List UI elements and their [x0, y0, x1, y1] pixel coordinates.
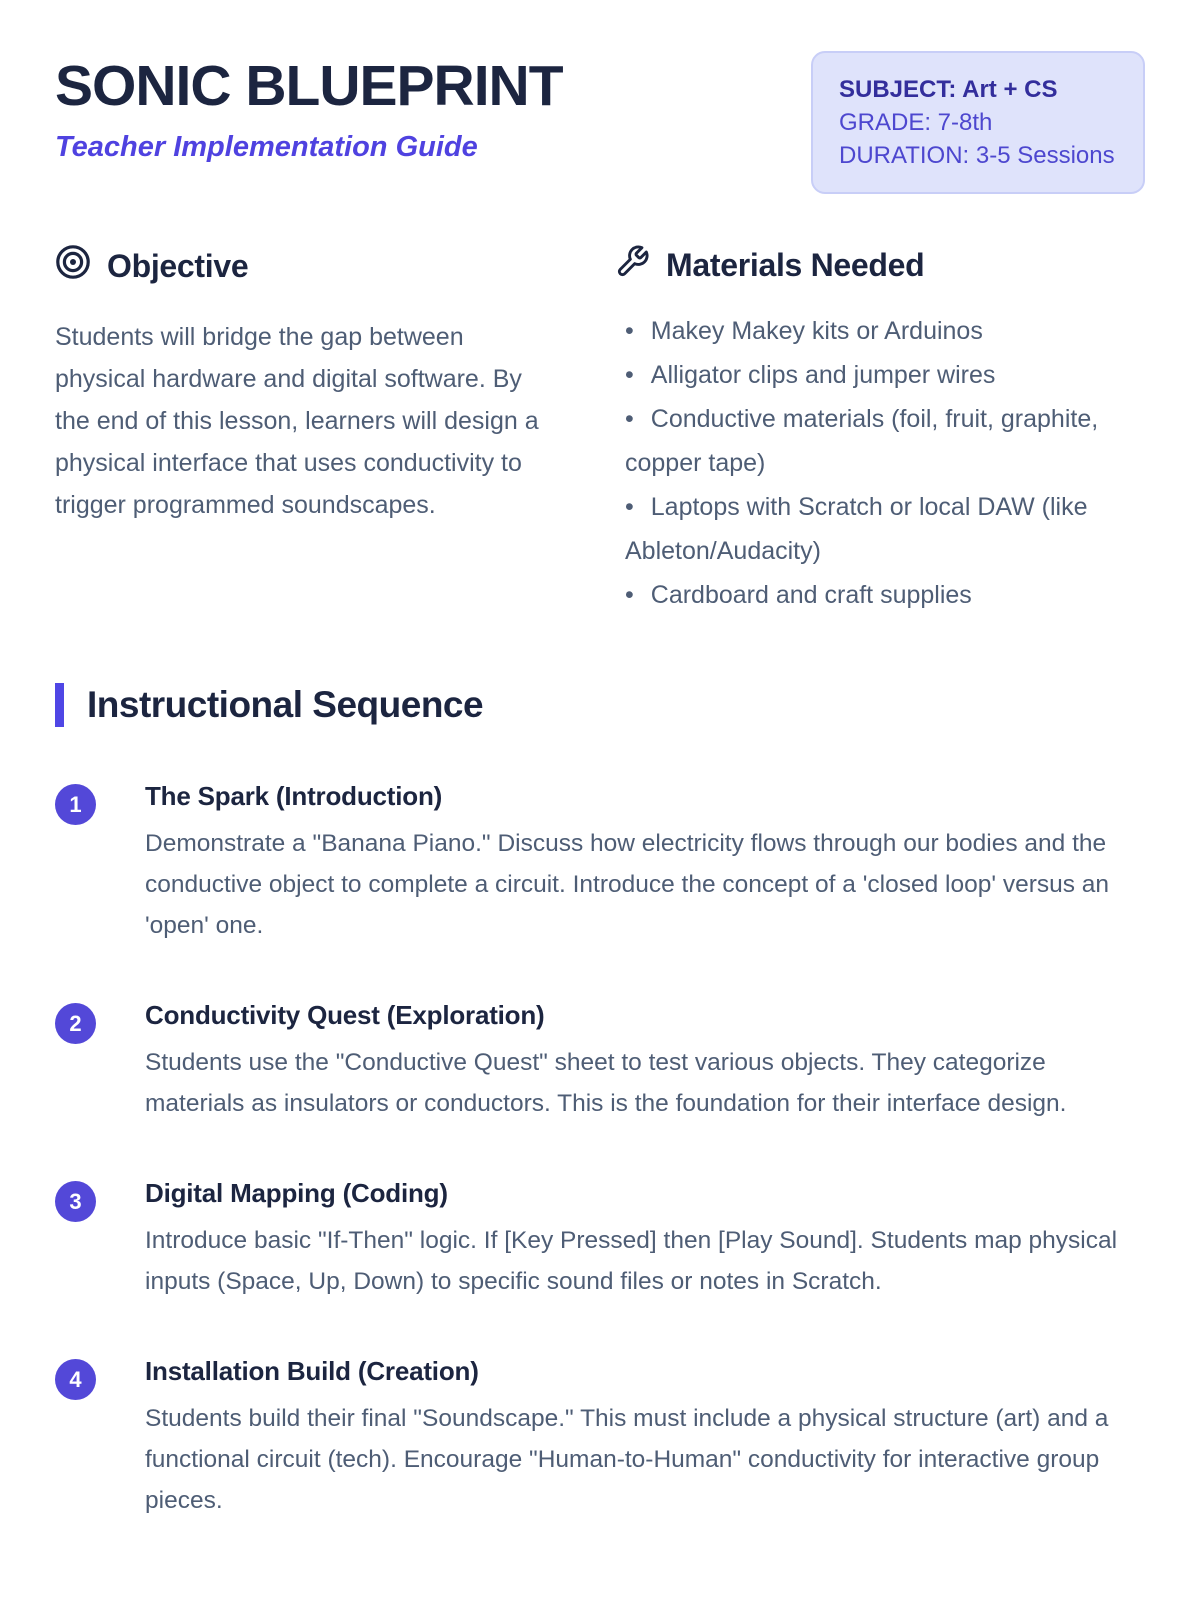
objective-column — [55, 244, 540, 617]
meta-duration: DURATION: 3-5 Sessions — [839, 142, 1115, 169]
list-item-text: Makey Makey kits or Arduinos — [650, 317, 983, 345]
objective-heading — [55, 244, 540, 288]
step-description: Demonstrate a "Banana Piano." Discuss how electricity flows through our bodies and the conductive object to complete a circuit. Introduce the concept of a 'closed loop' versus an 'open' one. — [145, 830, 1110, 940]
sequence-step-2 — [55, 1000, 1145, 1124]
sequence-step-1 — [55, 781, 1145, 946]
list-item — [625, 309, 1145, 353]
step-title: The Spark (Introduction) — [145, 781, 443, 812]
wrench-icon — [615, 244, 650, 287]
step-number-badge: 2 — [55, 1003, 96, 1044]
objective-body: Students will bridge the gap between physical hardware and digital software. By the end of this lesson, learners will design a physical interface that uses conductivity to trigger programmed soundscapes. — [55, 323, 539, 519]
step-title: Digital Mapping (Coding) — [145, 1178, 448, 1209]
sequence-step-3 — [55, 1178, 1145, 1302]
step-content — [145, 781, 1145, 946]
materials-heading — [615, 244, 1145, 287]
bullet-marker: • — [625, 317, 634, 345]
list-item-text: Cardboard and craft supplies — [650, 581, 972, 609]
list-item — [625, 573, 1145, 617]
page-title: SONIC BLUEPRINT — [55, 54, 563, 118]
step-content — [145, 1356, 1145, 1521]
meta-subject: SUBJECT: Art + CS — [839, 76, 1058, 103]
step-description: Introduce basic "If-Then" logic. If [Key Pressed] then [Play Sound]. Students map physical inputs (Space, Up, Down) to specific sound files or notes in Scratch. — [145, 1227, 1118, 1296]
list-item-text: Laptops with Scratch or local DAW (like Ableton/Audacity) — [625, 493, 1088, 565]
step-description: Students build their final "Soundscape." This must include a physical structure (art) and a functional circuit (tech). Encourage "Human-to-Human" conductivity for interactive group pieces. — [145, 1405, 1109, 1515]
step-content — [145, 1000, 1145, 1124]
list-item-text: Alligator clips and jumper wires — [650, 361, 996, 389]
objective-heading-label: Objective — [107, 247, 249, 284]
step-number-badge: 4 — [55, 1359, 96, 1400]
bullet-marker: • — [625, 405, 634, 433]
materials-heading-label: Materials Needed — [666, 247, 925, 283]
bullet-marker: • — [625, 581, 634, 609]
step-number-badge: 3 — [55, 1181, 96, 1222]
step-number-badge: 1 — [55, 784, 96, 825]
bullet-marker: • — [625, 493, 634, 521]
page-subtitle: Teacher Implementation Guide — [55, 130, 478, 163]
step-description: Students use the "Conductive Quest" sheet to test various objects. They categorize materials as insulators or conductors. This is the foundation for their interface design. — [145, 1049, 1067, 1118]
list-item-text: Conductive materials (foil, fruit, graphite, copper tape) — [625, 405, 1099, 477]
list-item — [625, 485, 1145, 573]
list-item — [625, 397, 1145, 485]
list-item — [625, 353, 1145, 397]
sequence-step-4 — [55, 1356, 1145, 1521]
sequence-steps — [55, 781, 1145, 1521]
step-content — [145, 1178, 1145, 1302]
step-title: Installation Build (Creation) — [145, 1356, 479, 1387]
lesson-meta-box — [811, 51, 1145, 194]
step-title: Conductivity Quest (Exploration) — [145, 1000, 545, 1031]
bullet-marker: • — [625, 361, 634, 389]
sequence-heading: Instructional Sequence — [55, 683, 1145, 727]
objective-materials-section — [55, 244, 1145, 617]
materials-list — [615, 309, 1145, 617]
page-header — [55, 45, 1145, 194]
meta-grade: GRADE: 7-8th — [839, 109, 993, 136]
target-icon — [55, 244, 91, 288]
title-block — [55, 45, 563, 164]
materials-column — [615, 244, 1145, 617]
